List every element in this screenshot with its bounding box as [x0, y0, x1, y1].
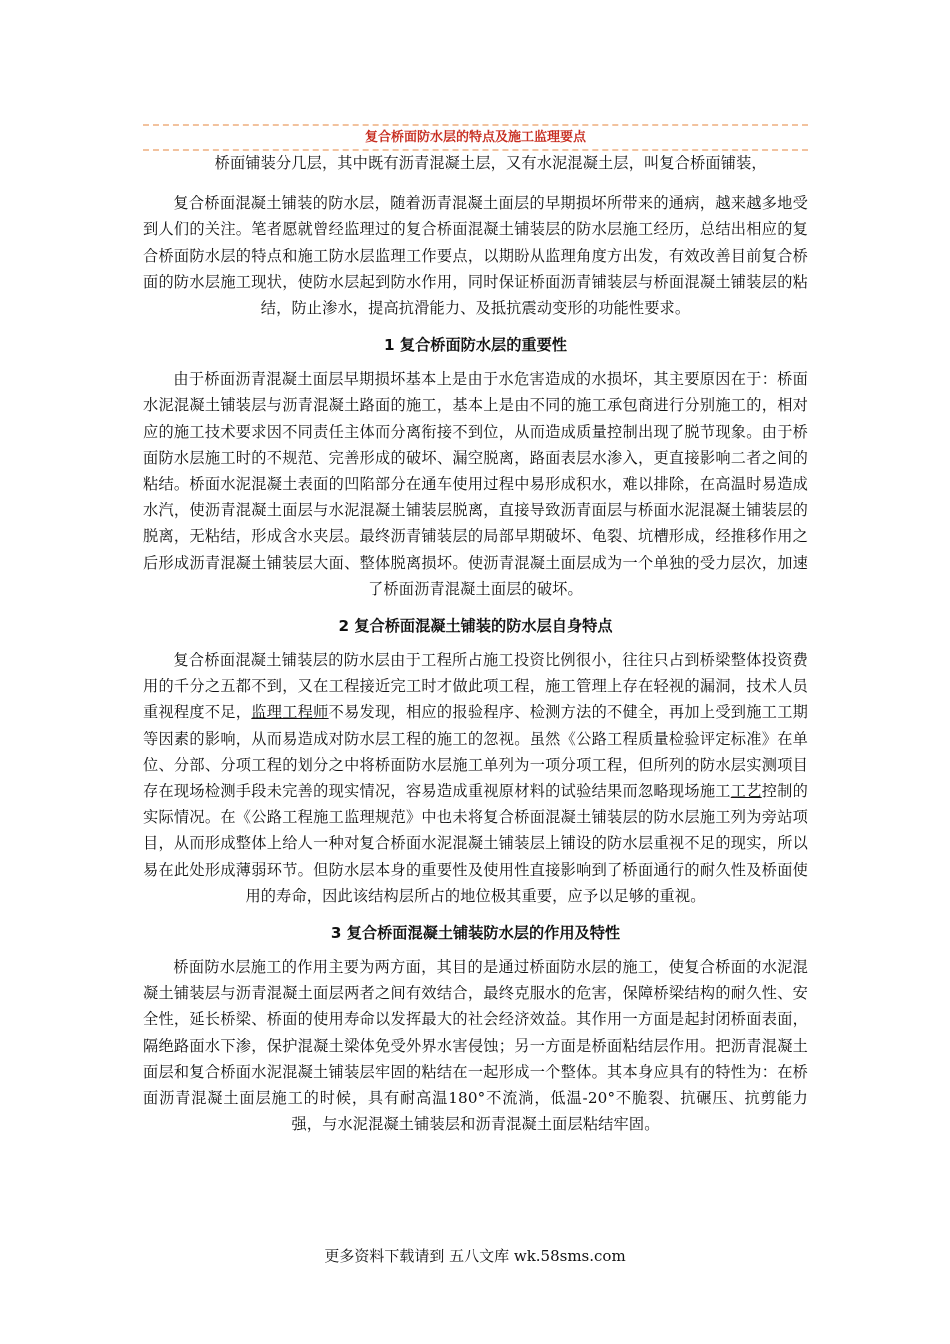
lead-paragraph: 桥面铺装分几层，其中既有沥青混凝土层，又有水泥混凝土层，叫复合桥面铺装， [214, 154, 767, 172]
top-dashed-rule [143, 124, 808, 126]
section-2-text-part3: 控制的实际情况。在《公路工程施工监理规范》中也未将复合桥面混凝土铺装层的防水层施工列为旁站项目，从而形成整体上给人一种对复合桥面水泥混凝土铺装层上铺设的防水层重视不足的现实，所以易在此处形成薄弱环节。但防水层本身的重要性及使用性直接影响到了桥面通行的耐久性及桥面使用的寿命，因此该结构层所占的地位极其重要，应予以足够的重视。 [143, 782, 808, 905]
craft-link[interactable]: 工艺 [730, 782, 762, 801]
document-body [143, 150, 808, 1138]
section-1-heading: 1 复合桥面防水层的重要性 [384, 336, 567, 355]
section-3-paragraph: 桥面防水层施工的作用主要为两方面，其目的是通过桥面防水层的施工，使复合桥面的水泥混凝土铺装层与沥青混凝土面层两者之间有效结合，最终克服水的危害，保障桥梁结构的耐久性、安全性，延长桥梁、桥面的使用寿命以发挥最大的社会经济效益。其作用一方面是起封闭桥面表面，隔绝路面水下渗，保护混凝土梁体免受外界水害侵蚀；另一方面是桥面粘结层作用。把沥青混凝土面层和复合桥面水泥混凝土铺装层牢固的粘结在一起形成一个整体。其本身应具有的特性为：在桥面沥青混凝土面层施工的时候，具有耐高温180°不流淌，低温-20°不脆裂、抗碾压、抗剪能力强，与水泥混凝土铺装层和沥青混凝土面层粘结牢固。 [143, 958, 808, 1134]
section-2-text-part1: 复合桥面混凝土铺装层的防水层由于工程所占施工投资比例很小，往往只占到桥梁整体投资费用的千分之五都不到，又在工程接近完工时才做此项工程，施工管理上存在轻视的漏洞，技术人员重视程度不足， [143, 651, 808, 722]
document-title: 复合桥面防水层的特点及施工监理要点 [364, 130, 586, 145]
section-3-heading: 3 复合桥面混凝土铺装防水层的作用及特性 [330, 924, 621, 943]
intro-paragraph: 复合桥面混凝土铺装的防水层，随着沥青混凝土面层的早期损坏所带来的通病，越来越多地受到人们的关注。笔者愿就曾经监理过的复合桥面混凝土铺装层的防水层施工经历，总结出相应的复合桥面防水层的特点和施工防水层监理工作要点，以期盼从监理角度方出发，有效改善目前复合桥面的防水层施工现状，使防水层起到防水作用，同时保证桥面沥青铺装层与桥面混凝土铺装层的粘结，防止渗水，提高抗滑能力、及抵抗震动变形的功能性要求。 [143, 194, 808, 318]
section-2-paragraph [143, 647, 808, 909]
footer-text: 更多资料下载请到 五八文库 wk.58sms.com [324, 1247, 626, 1265]
section-2-text-part2: 不易发现，相应的报验程序、检测方法的不健全，再加上受到施工工期等因素的影响，从而易造成对防水层工程的施工的忽视。虽然《公路工程质量检验评定标准》在单位、分部、分项工程的划分之中将桥面防水层施工单列为一项分项工程，但所列的防水层实测项目存在现场检测手段未完善的现实情况，容易造成重视原材料的试验结果而忽略现场施工 [143, 703, 808, 801]
section-2-heading: 2 复合桥面混凝土铺装的防水层自身特点 [338, 617, 613, 636]
supervising-engineer-link[interactable]: 监理工程师 [251, 703, 329, 722]
section-1-paragraph: 由于桥面沥青混凝土面层早期损坏基本上是由于水危害造成的水损坏，其主要原因在于：桥面水泥混凝土铺装层与沥青混凝土路面的施工，基本上是由不同的施工承包商进行分别施工的，相对应的施工技术要求因不同责任主体而分离衔接不到位，从而造成质量控制出现了脱节现象。由于桥面防水层施工时的不规范、完善形成的破坏、漏空脱离，路面表层水渗入，更直接影响二者之间的粘结。桥面水泥混凝土表面的凹陷部分在通车使用过程中易形成积水，难以排除，在高温时易造成水汽，使沥青混凝土面层与水泥混凝土铺装层脱离，直接导致沥青面层与桥面水泥混凝土铺装层的脱离，无粘结，形成含水夹层。最终沥青铺装层的局部早期破坏、龟裂、坑槽形成，经推移作用之后形成沥青混凝土铺装层大面、整体脱离损坏。使沥青混凝土面层成为一个单独的受力层次，加速了桥面沥青混凝土面层的破坏。 [143, 370, 808, 598]
